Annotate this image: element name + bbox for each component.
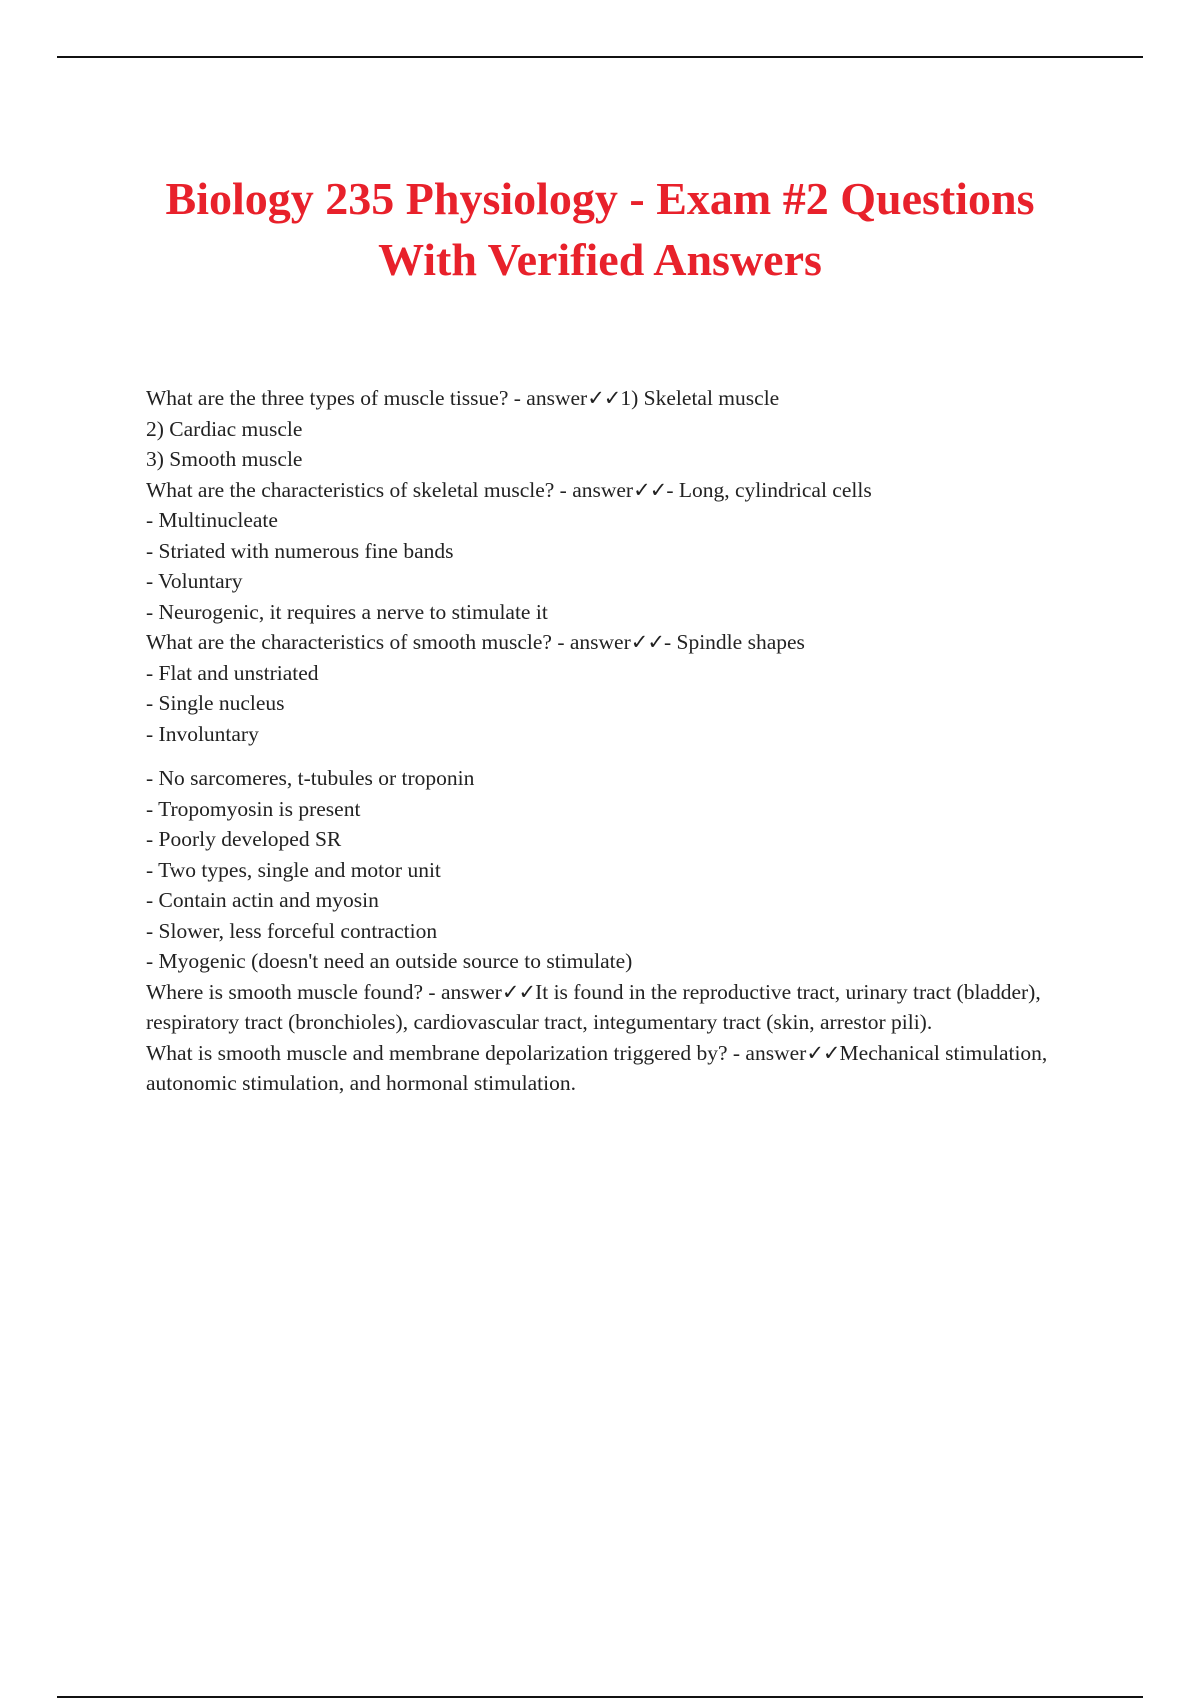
answer-marker: - answer [557, 630, 631, 654]
qa-content [146, 383, 1096, 1099]
double-check-icon: ✓✓ [587, 386, 621, 410]
list-item: - Two types, single and motor unit [146, 857, 441, 882]
list-item: - Poorly developed SR [146, 827, 342, 851]
qa-entry-1 [146, 383, 1096, 414]
list-item: - No sarcomeres, t-tubules or troponin [146, 766, 475, 790]
title-line-2: With Verified Answers [378, 234, 822, 285]
qa-entry-3 [146, 627, 1096, 658]
list-item: - Neurogenic, it requires a nerve to stimulate it [146, 599, 548, 624]
double-check-icon: ✓✓ [630, 630, 664, 654]
answer-text: - Long, cylindrical cells [666, 477, 872, 502]
list-item: - Striated with numerous fine bands [146, 538, 454, 563]
qa-entry-2 [146, 475, 1096, 506]
answer-marker: - answer [559, 477, 634, 502]
qa-entry-4 [146, 977, 1096, 1038]
double-check-icon: ✓✓ [806, 1040, 840, 1065]
list-item: - Myogenic (doesn't need an outside source to stimulate) [146, 949, 633, 973]
list-item: - Contain actin and myosin [146, 888, 379, 912]
header-rule [57, 56, 1143, 58]
question-text: What are the characteristics of skeletal muscle? [146, 477, 560, 502]
answer-text: 1) Skeletal muscle [620, 386, 780, 410]
list-item: - Involuntary [146, 721, 259, 746]
answer-text: Mechanical stimulation, autonomic stimulation, and hormonal stimulation. [146, 1040, 1048, 1095]
list-item: - Voluntary [146, 569, 243, 593]
answer-text: - Spindle shapes [663, 630, 805, 654]
list-item: 3) Smooth muscle [146, 447, 303, 471]
qa-entry-5 [146, 1038, 1096, 1099]
list-item: - Tropomyosin is present [146, 796, 361, 821]
answer-marker: - answer [428, 979, 502, 1004]
list-item: 2) Cardiac muscle [146, 416, 303, 441]
double-check-icon: ✓✓ [501, 979, 536, 1004]
question-text: What are the three types of muscle tissue? [146, 386, 514, 410]
list-item: - Single nucleus [146, 691, 285, 715]
question-text: Where is smooth muscle found? [146, 979, 429, 1004]
question-text: What is smooth muscle and membrane depolarization triggered by? [146, 1040, 733, 1065]
list-item: - Flat and unstriated [146, 660, 319, 685]
document-title [100, 168, 1100, 290]
answer-marker: - answer [513, 386, 588, 410]
footer-rule [57, 1696, 1143, 1698]
title-line-1: Biology 235 Physiology - Exam #2 Questions [165, 173, 1035, 224]
question-text: What are the characteristics of smooth muscle? [146, 630, 558, 654]
answer-marker: - answer [732, 1040, 807, 1065]
double-check-icon: ✓✓ [633, 477, 667, 502]
answer-text: It is found in the reproductive tract, urinary tract (bladder), respiratory tract (bronchioles), cardiovascular tract, integumentary tract (skin, arrestor pili). [146, 979, 1041, 1034]
list-item: - Slower, less forceful contraction [146, 918, 438, 943]
list-item: - Multinucleate [146, 508, 278, 532]
